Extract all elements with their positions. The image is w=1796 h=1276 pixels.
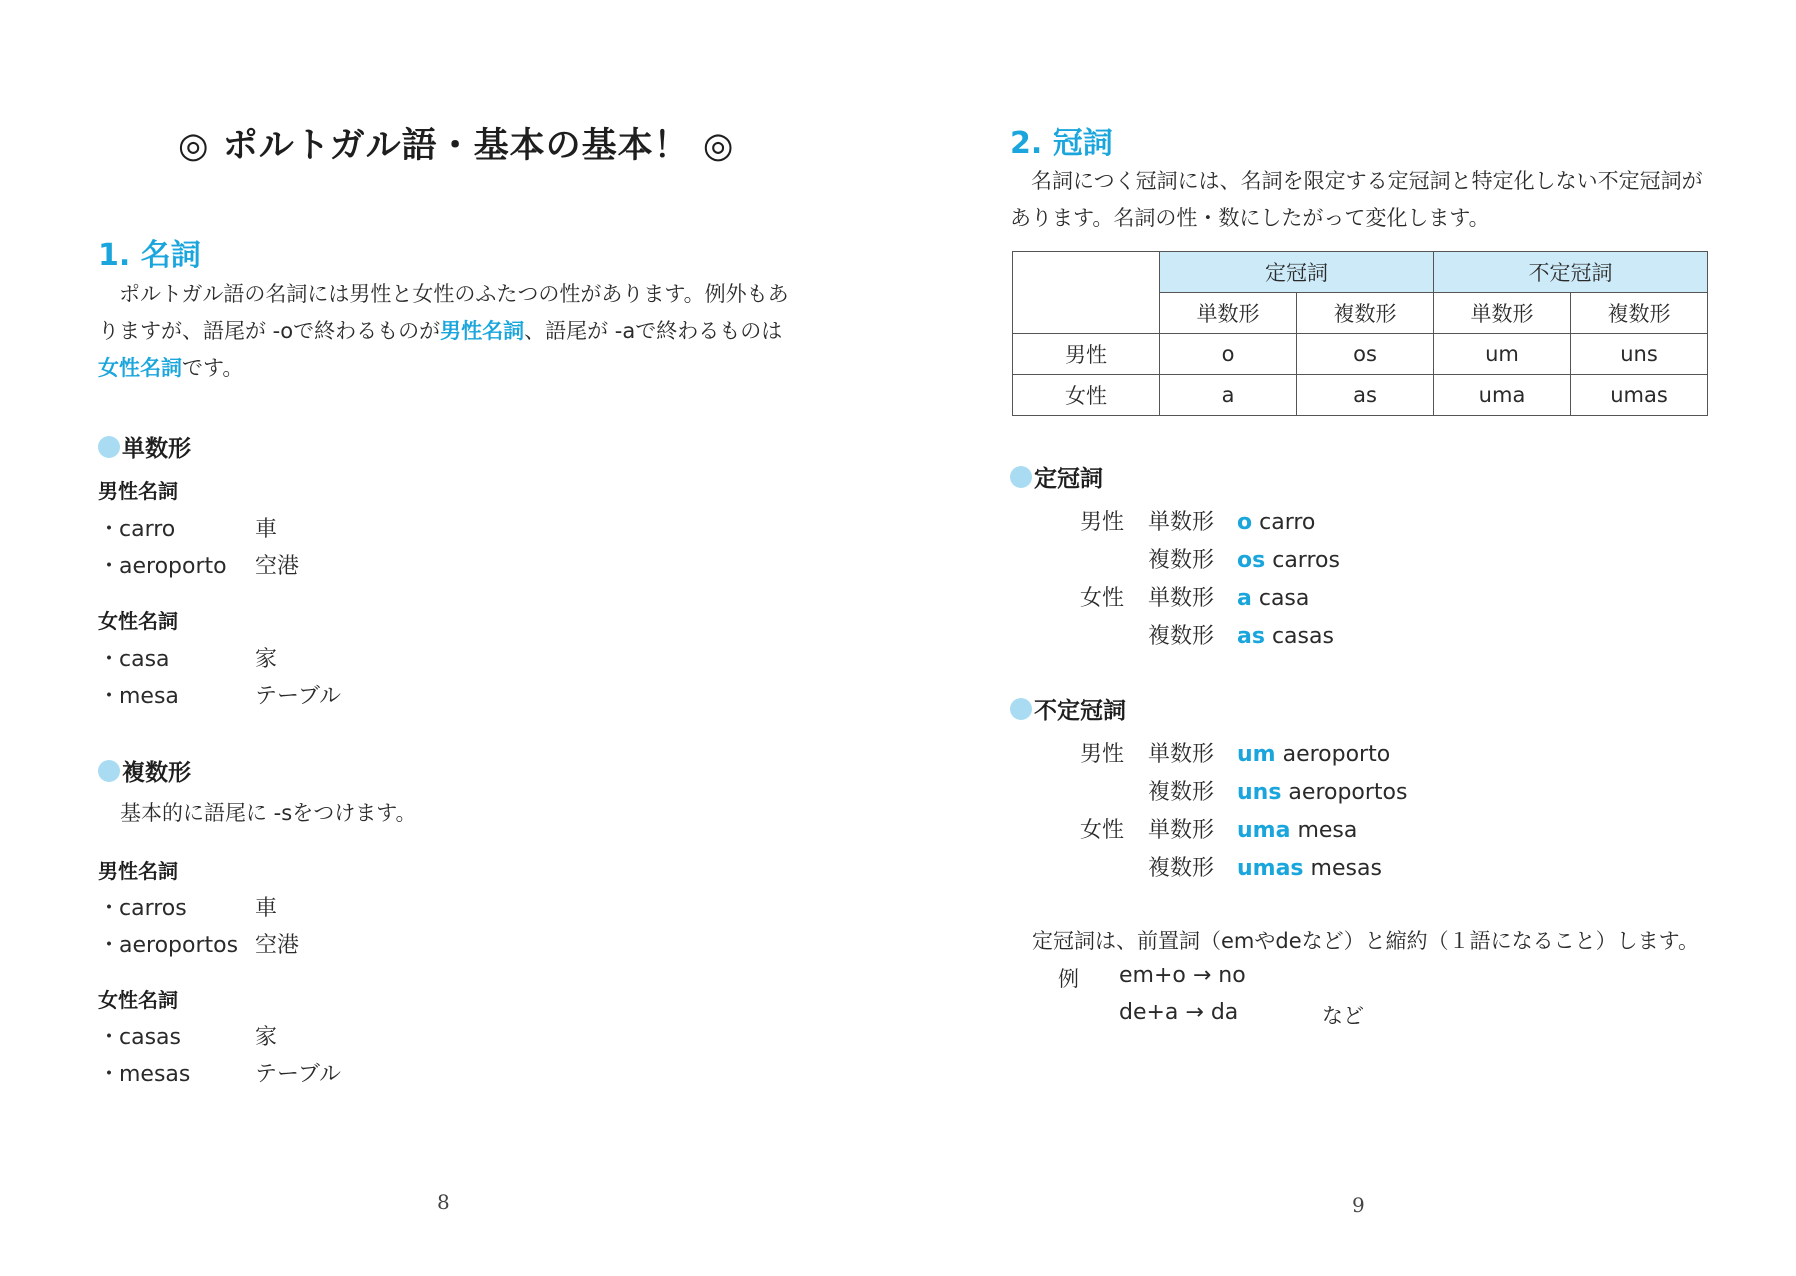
table-cell: o <box>1160 334 1297 375</box>
contraction-example-1: em+o → no <box>1119 963 1246 988</box>
example-row: 複数形 uns aeroportos <box>1148 780 1408 805</box>
definite-heading <box>1010 460 1103 493</box>
intro-text-2: 、語尾が -aで終わるものは <box>524 319 783 343</box>
section-2-intro: 名詞につく冠詞には、名詞を限定する定冠詞と特定化しない不定冠詞があります。名詞の性・数にしたがって変化します。 <box>1010 169 1703 230</box>
table-cell: uns <box>1571 334 1708 375</box>
list-item: ・ carro 車 <box>98 512 277 543</box>
table-header-indefinite: 不定冠詞 <box>1434 252 1708 293</box>
intro-text-1: ポルトガル語の名詞には男性と女性のふたつの性があります。例外もありますが、語尾が -oで終わるものが <box>98 282 789 343</box>
table-cell: os <box>1297 334 1434 375</box>
table-cell: as <box>1297 375 1434 416</box>
list-item: ・ mesas テーブル <box>98 1057 341 1088</box>
table-header-plural: 複数形 <box>1571 293 1708 334</box>
table-row-gender: 女性 <box>1013 375 1160 416</box>
section-1-title: 1. 名詞 <box>98 238 201 273</box>
example-row: 男性 単数形 um aeroporto <box>1080 742 1391 767</box>
intro-text-3: です。 <box>182 356 244 380</box>
plural-masculine-label: 男性名詞 <box>98 859 178 883</box>
singular-heading <box>98 430 191 463</box>
singular-heading-label: 単数形 <box>122 436 191 462</box>
table-header-plural: 複数形 <box>1297 293 1434 334</box>
indefinite-heading <box>1010 692 1126 725</box>
table-header-singular: 単数形 <box>1434 293 1571 334</box>
list-item: ・ aeroporto 空港 <box>98 549 299 580</box>
table-cell: umas <box>1571 375 1708 416</box>
example-row: 複数形 os carros <box>1148 548 1340 573</box>
table-header-definite: 定冠詞 <box>1160 252 1434 293</box>
list-item: ・ mesa テーブル <box>98 679 341 710</box>
example-row: 女性 単数形 uma mesa <box>1080 818 1358 843</box>
example-label: 例 <box>1058 967 1079 991</box>
list-item: ・ aeroportos 空港 <box>98 928 299 959</box>
table-cell: uma <box>1434 375 1571 416</box>
plural-note: 基本的に語尾に -sをつけます。 <box>120 801 417 825</box>
example-row: 複数形 as casas <box>1148 624 1334 649</box>
plural-heading-label: 複数形 <box>122 760 191 786</box>
example-row: 男性 単数形 o carro <box>1080 510 1316 535</box>
singular-feminine-label: 女性名詞 <box>98 609 178 633</box>
table-row <box>1013 334 1708 375</box>
list-item: ・ carros 車 <box>98 891 277 922</box>
bullet-dot-icon <box>98 760 120 782</box>
example-row: 複数形 umas mesas <box>1148 856 1382 881</box>
right-page <box>898 0 1796 1276</box>
table-cell: um <box>1434 334 1571 375</box>
table-row-gender: 男性 <box>1013 334 1160 375</box>
contraction-note: 定冠詞は、前置詞（emやdeなど）と縮約（１語になること）します。 <box>1032 929 1699 953</box>
list-item: ・ casa 家 <box>98 642 277 673</box>
contraction-etc: など <box>1322 1004 1364 1028</box>
plural-feminine-label: 女性名詞 <box>98 988 178 1012</box>
article-table <box>1012 251 1708 416</box>
contraction-example-2: de+a → da <box>1119 1000 1239 1025</box>
section-1-intro <box>98 276 798 387</box>
bullet-dot-icon <box>1010 466 1032 488</box>
page-number: 8 <box>437 1190 450 1214</box>
table-corner-cell <box>1013 252 1160 334</box>
bullet-dot-icon <box>98 436 120 458</box>
list-item: ・ casas 家 <box>98 1020 277 1051</box>
table-header-singular: 単数形 <box>1160 293 1297 334</box>
feminine-noun-highlight: 女性名詞 <box>98 356 182 380</box>
plural-heading <box>98 754 191 787</box>
table-cell: a <box>1160 375 1297 416</box>
page-number: 9 <box>1352 1193 1365 1217</box>
example-row: 女性 単数形 a casa <box>1080 586 1310 611</box>
table-row <box>1013 375 1708 416</box>
singular-masculine-label: 男性名詞 <box>98 479 178 503</box>
bullet-dot-icon <box>1010 698 1032 720</box>
page-title: ◎ ポルトガル語・基本の基本！ ◎ <box>178 126 735 166</box>
masculine-noun-highlight: 男性名詞 <box>440 319 525 343</box>
section-2-title: 2. 冠詞 <box>1010 126 1113 161</box>
definite-heading-label: 定冠詞 <box>1034 466 1103 492</box>
indefinite-heading-label: 不定冠詞 <box>1034 698 1126 724</box>
